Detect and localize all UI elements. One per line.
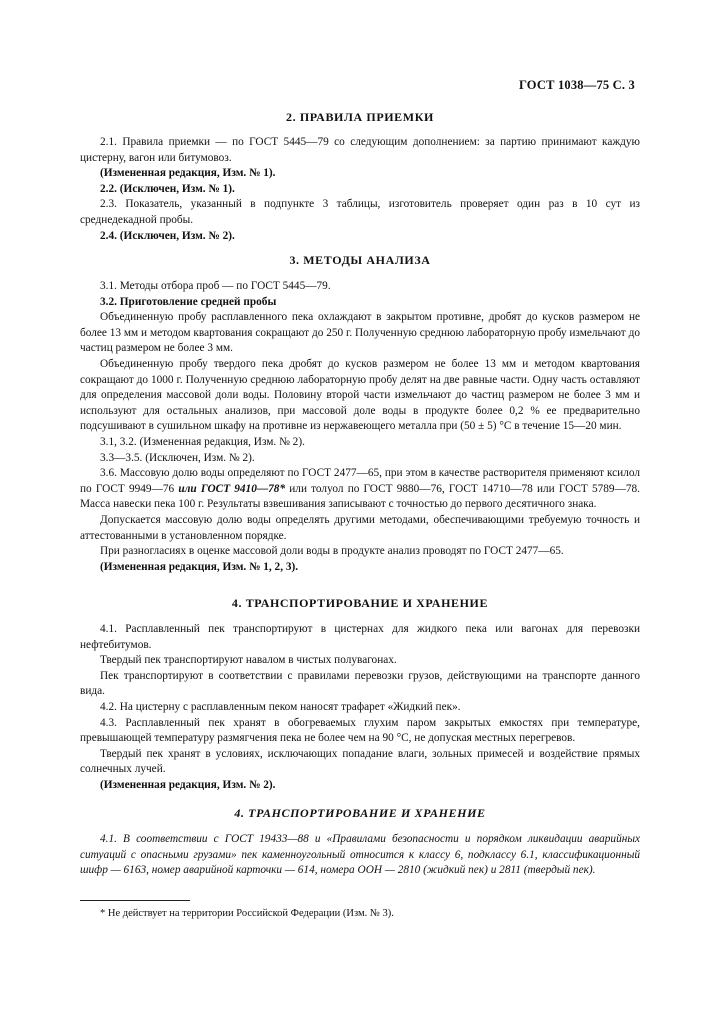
paragraph: 4.1. Расплавленный пек транспортируют в цистернах для жидкого пека или вагонах для перевозки нефтебитумов. [80, 623, 640, 651]
section-2-title: 2. ПРАВИЛА ПРИЕМКИ [286, 110, 434, 124]
footnote-divider [80, 900, 190, 901]
section-4-alt-title: 4. ТРАНСПОРТИРОВАНИЕ И ХРАНЕНИЕ [234, 806, 486, 820]
amendment-note: (Измененная редакция, Изм. № 1, 2, 3). [100, 560, 299, 573]
page-header: ГОСТ 1038—75 С. 3 [518, 78, 635, 92]
subsection-heading: 3.2. Приготовление средней пробы [100, 295, 277, 308]
amendment-note: 2.2. (Исключен, Изм. № 1). [100, 182, 235, 195]
paragraph: Пек транспортируют в соответствии с правилами перевозки грузов, действующими на транспорте данного вида. [80, 669, 640, 698]
amendment-note: 3.3—3.5. (Исключен, Изм. № 2). [100, 451, 255, 464]
paragraph: 2.1. Правила приемки — по ГОСТ 5445—79 со следующим дополнением: за партию принимают каждую цистерну, вагон или битумовоз. [80, 136, 640, 164]
paragraph: 3.6. Массовую долю воды определяют по ГОСТ 2477—65, при этом в качестве растворителя применяют ксилол по ГОСТ 9949—76 или ГОСТ 9410—78* или толуол по ГОСТ 9880—76, ГОСТ 14710—78 или ГОСТ 5789—78. Масса навески пека 100 г. Результаты взвешивания записывают с точностью до первого десятичного знака. [80, 467, 640, 511]
paragraph: 2.3. Показатель, указанный в подпункте 3 таблицы, изготовитель проверяет один раз в 10 сут из среднедекадной пробы. [80, 198, 640, 226]
section-4-body [80, 622, 640, 794]
paragraph: Объединенную пробу твердого пека дробят до кусков размером не более 13 мм и методом квартования сокращают до 1000 г. Полученную среднюю лабораторную пробу делят на две равные части. Одну часть оставляют для определения массовой доли воды. Половину второй части измельчают до частиц размером не более 3 мм и используют для остальных анализов, при массовой доле воды в продукте более 0,2 % ее предварительно подсушивают в сушильном шкафу на противне из нержавеющего металла при (50 ± 5) °С в течение 15—20 мин. [80, 357, 640, 433]
paragraph: 4.2. На цистерну с расплавленным пеком наносят трафарет «Жидкий пек». [100, 700, 461, 713]
amendment-note: (Измененная редакция, Изм. № 1). [100, 167, 276, 180]
section-4-title: 4. ТРАНСПОРТИРОВАНИЕ И ХРАНЕНИЕ [231, 596, 489, 610]
paragraph: Твердый пек хранят в условиях, исключающих попадание влаги, зольных примесей и воздействие прямых солнечных лучей. [80, 747, 640, 776]
section-4-alt-body [80, 832, 640, 879]
paragraph: Допускается массовую долю воды определять другими методами, обеспечивающими требуемую точность и аттестованными в установленном порядке. [80, 513, 640, 542]
amendment-note: 3.1, 3.2. (Измененная редакция, Изм. № 2). [100, 435, 305, 448]
footnote: * Не действует на территории Российской Федерации (Изм. № 3). [100, 908, 394, 919]
section-3-title: 3. МЕТОДЫ АНАЛИЗА [289, 253, 431, 267]
paragraph: 4.1. В соответствии с ГОСТ 19433—88 и «Правилами безопасности и порядком ликвидации аварийных ситуаций с опасными грузами» пек каменноугольный относится к классу 6, подклассу 6.1, классификационный шифр — 6163, номер аварийной карточки — 614, номера ООН — 2810 (жидкий пек) и 2811 (твердый пек). [80, 833, 640, 877]
section-3-body [80, 279, 640, 575]
amendment-note: 2.4. (Исключен, Изм. № 2). [100, 229, 235, 242]
section-2-body [80, 135, 640, 244]
amendment-note: (Измененная редакция, Изм. № 2). [100, 778, 276, 791]
footnoted-reference: или ГОСТ 9410—78* [178, 482, 286, 495]
paragraph: При разногласиях в оценке массовой доли воды в продукте анализ проводят по ГОСТ 2477—65. [100, 545, 564, 558]
paragraph: Твердый пек транспортируют навалом в чистых полувагонах. [100, 654, 397, 667]
paragraph: 3.1. Методы отбора проб — по ГОСТ 5445—79. [100, 280, 331, 292]
paragraph: 4.3. Расплавленный пек хранят в обогреваемых глухим паром закрытых емкостях при температуре, превышающей температуру размягчения пека не более чем на 90 °С, не допуская местных перегревов. [80, 716, 640, 745]
paragraph: Объединенную пробу расплавленного пека охлаждают в закрытом противне, дробят до кусков размером не более 13 мм и методом квартования сокращают до 250 г. Полученную среднюю лабораторную пробу измельчают до частиц размером не более 3 мм. [80, 311, 640, 355]
